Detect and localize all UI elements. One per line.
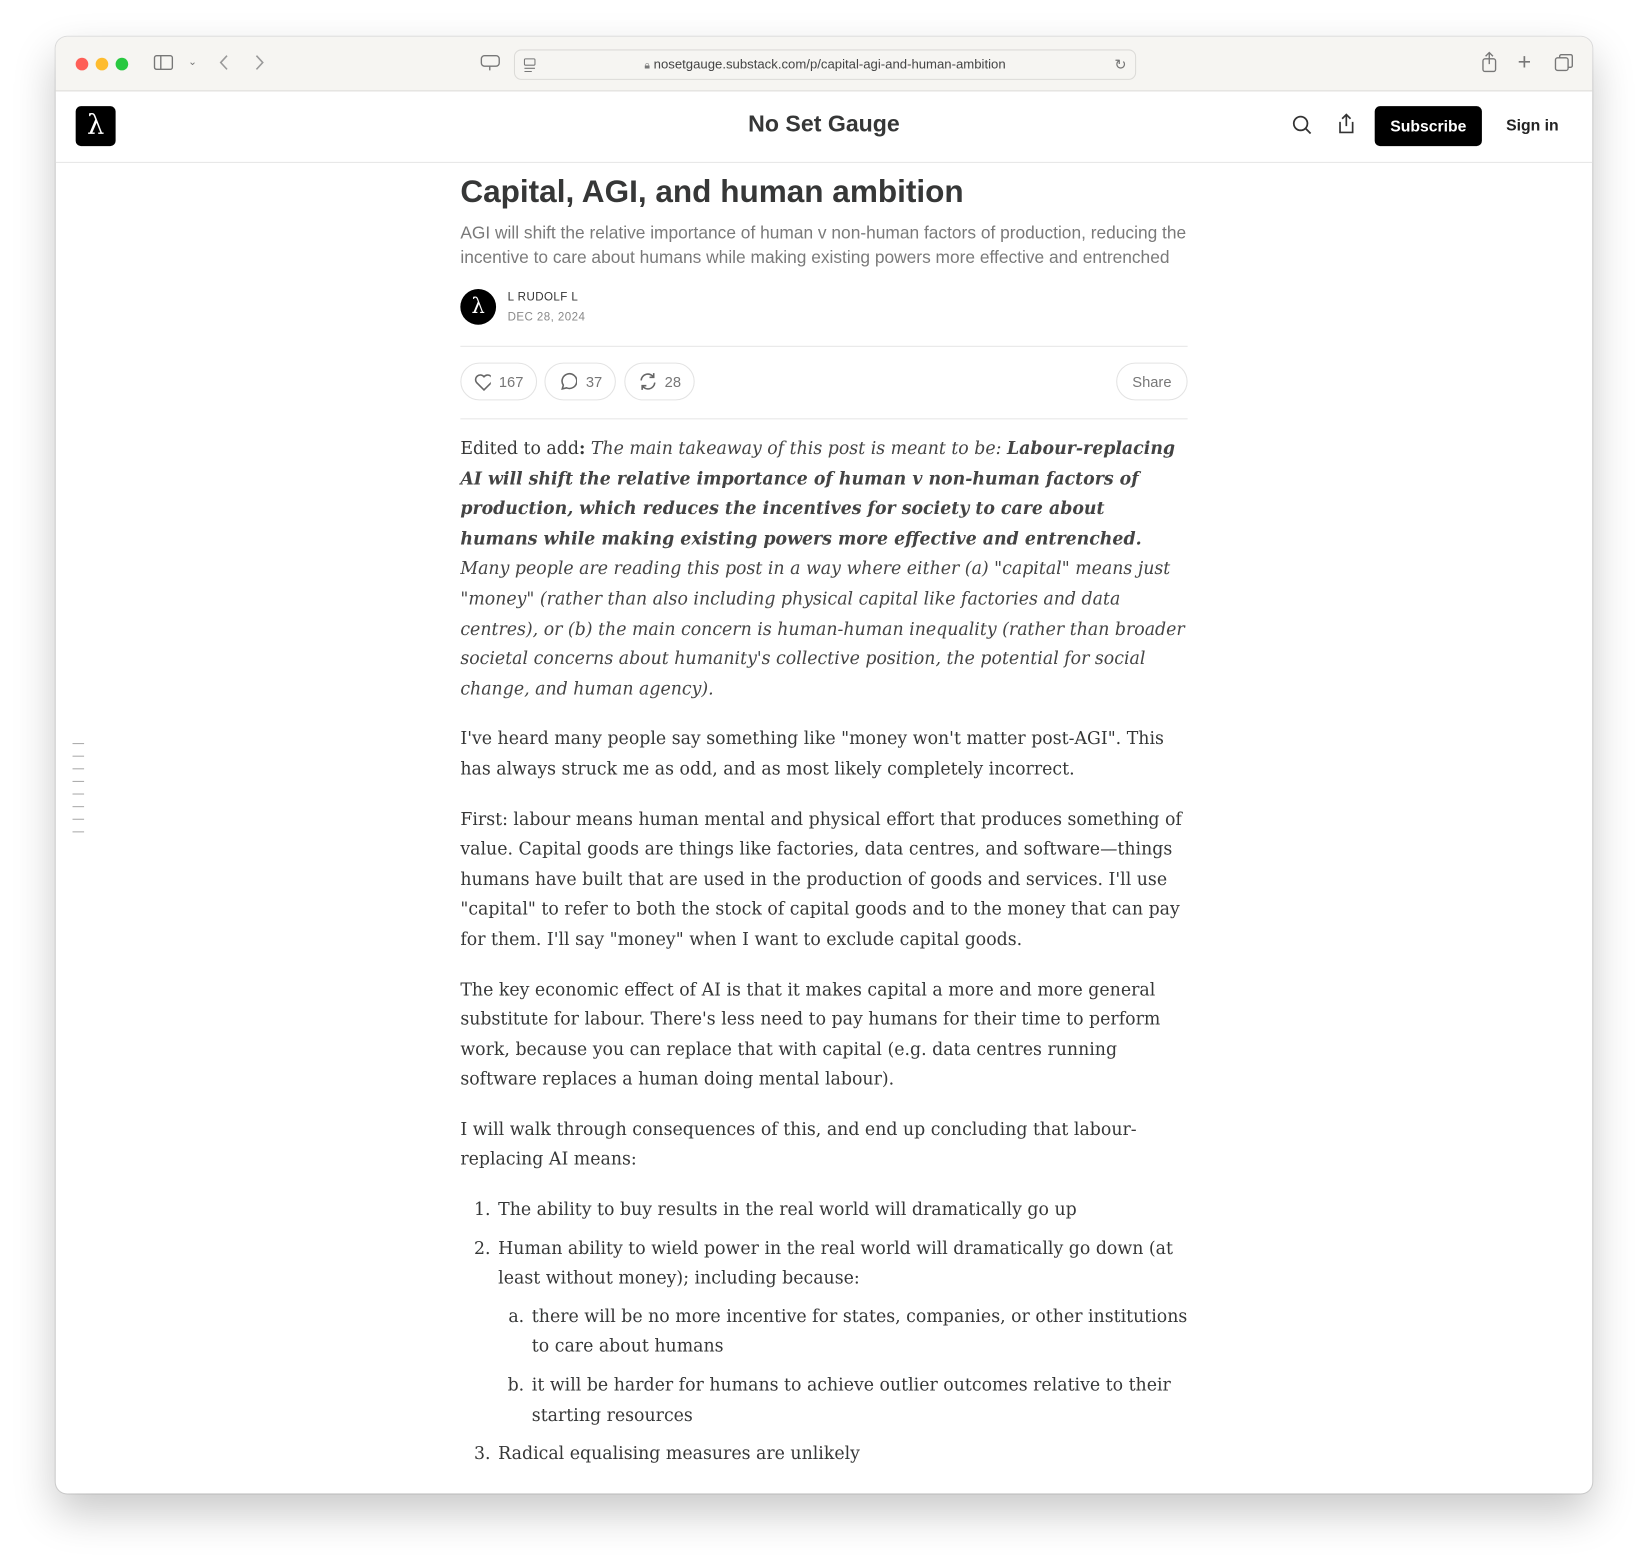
editor-note bbox=[460, 434, 1187, 704]
like-button[interactable] bbox=[460, 363, 537, 401]
like-count: 167 bbox=[498, 373, 524, 390]
comment-icon bbox=[558, 372, 577, 391]
lock-icon: 🔒︎ bbox=[644, 59, 650, 72]
new-tab-icon[interactable]: + bbox=[1517, 48, 1532, 75]
address-bar[interactable] bbox=[514, 49, 1136, 79]
back-icon[interactable] bbox=[219, 55, 230, 71]
url-text: nosetgauge.substack.com/p/capital-agi-and-human-ambition bbox=[653, 56, 1006, 72]
browser-window bbox=[56, 37, 1593, 1494]
sub-list bbox=[498, 1302, 1187, 1431]
heart-icon bbox=[474, 373, 490, 391]
paragraph: The key economic effect of AI is that it makes capital a more and more general substitute for labour. There's less need to pay humans for their time to perform work, because you can replace that with capital (e.g. data centres running software replaces a human doing mental labour). bbox=[460, 979, 1161, 1090]
sub-list-item: a. there will be no more incentive for states, companies, or other institutions to care about humans bbox=[530, 1302, 1188, 1362]
post-subtitle: AGI will shift the relative importance of human v non-human factors of production, reducing the incentive to care about humans while making existing powers more effective and entrenched bbox=[460, 223, 1187, 267]
paragraph: I've heard many people say something like "money won't matter post-AGI". This has always struck me as odd, and as most likely completely incorrect. bbox=[460, 728, 1164, 779]
list-item: 3. Radical equalising measures are unlikely bbox=[496, 1439, 1188, 1469]
edit-rest: Many people are reading this post in a way where either (a) "capital" means just "money" (rather than also including physical capital like factories and data centres), or (b) the main concern is human-human inequality (rather than broader societal concerns about humanity's collective position, the potential for social change, and human agency). bbox=[460, 558, 1185, 699]
share-icon[interactable] bbox=[1481, 51, 1498, 72]
sign-in-link[interactable]: Sign in bbox=[1506, 116, 1559, 135]
tab-overview-icon[interactable] bbox=[1554, 54, 1573, 73]
browser-toolbar bbox=[56, 37, 1593, 92]
post-body bbox=[460, 434, 1187, 1469]
post-date: DEC 28, 2024 bbox=[507, 311, 586, 324]
consequences-list bbox=[460, 1195, 1187, 1469]
list-item: 1. The ability to buy results in the real world will dramatically go up bbox=[496, 1195, 1188, 1225]
post-content bbox=[460, 173, 1187, 1477]
site-header bbox=[56, 91, 1593, 162]
post-title: Capital, AGI, and human ambition bbox=[460, 174, 964, 210]
share-icon[interactable] bbox=[1337, 112, 1356, 135]
minimize-window-button[interactable] bbox=[96, 58, 109, 71]
edit-lead: Edited to add bbox=[460, 438, 579, 459]
author-name[interactable]: L RUDOLF L bbox=[507, 291, 579, 304]
author-avatar[interactable]: λ bbox=[460, 289, 496, 325]
close-window-button[interactable] bbox=[76, 58, 89, 71]
restack-button[interactable] bbox=[624, 363, 694, 401]
reload-icon[interactable]: ↻ bbox=[1114, 55, 1127, 73]
edit-colon: : bbox=[578, 438, 586, 459]
table-of-contents-toggle[interactable] bbox=[73, 743, 85, 844]
page-menu-icon[interactable] bbox=[523, 58, 536, 73]
edit-intro: The main takeaway of this post is meant to be: bbox=[585, 438, 1007, 459]
search-icon[interactable] bbox=[1292, 115, 1313, 136]
paragraph: First: labour means human mental and physical effort that produces something of value. Capital goods are things like factories, data centres, and software—things humans have built that are used in the production of goods and services. I'll use "capital" to refer to both the stock of capital goods and to the money that can pay for them. I'll say "money" when I want to exclude capital goods. bbox=[460, 808, 1182, 949]
share-button[interactable] bbox=[1116, 363, 1187, 401]
translate-icon[interactable] bbox=[480, 55, 501, 72]
share-label: Share bbox=[1132, 373, 1172, 390]
edit-takeaway: Labour-replacing AI will shift the relative importance of human v non-human factors of production, which reduces the incentives for society to care about humans while making existing powers more effective and entrenched. bbox=[460, 438, 1176, 549]
sidebar-icon[interactable] bbox=[153, 55, 173, 71]
publication-logo[interactable]: λ bbox=[76, 106, 116, 146]
post-byline bbox=[460, 285, 1187, 347]
forward-icon[interactable] bbox=[254, 55, 265, 71]
sub-list-item: b. it will be harder for humans to achieve outlier outcomes relative to their starting resources bbox=[530, 1371, 1188, 1431]
comment-button[interactable] bbox=[544, 363, 615, 401]
subscribe-button[interactable]: Subscribe bbox=[1375, 106, 1482, 146]
zoom-window-button[interactable] bbox=[116, 58, 129, 71]
comment-count: 37 bbox=[585, 373, 603, 390]
paragraph: I will walk through consequences of this, and end up concluding that labour-replacing AI means: bbox=[460, 1119, 1137, 1170]
restack-icon bbox=[638, 372, 656, 391]
publication-name[interactable]: No Set Gauge bbox=[748, 110, 900, 137]
restack-count: 28 bbox=[664, 373, 682, 390]
chevron-down-icon[interactable]: ⌄ bbox=[188, 56, 197, 69]
post-actions bbox=[460, 347, 1187, 420]
list-item bbox=[496, 1234, 1188, 1431]
list-item-text: Human ability to wield power in the real world will dramatically go down (at least without money); including because: bbox=[498, 1237, 1173, 1288]
